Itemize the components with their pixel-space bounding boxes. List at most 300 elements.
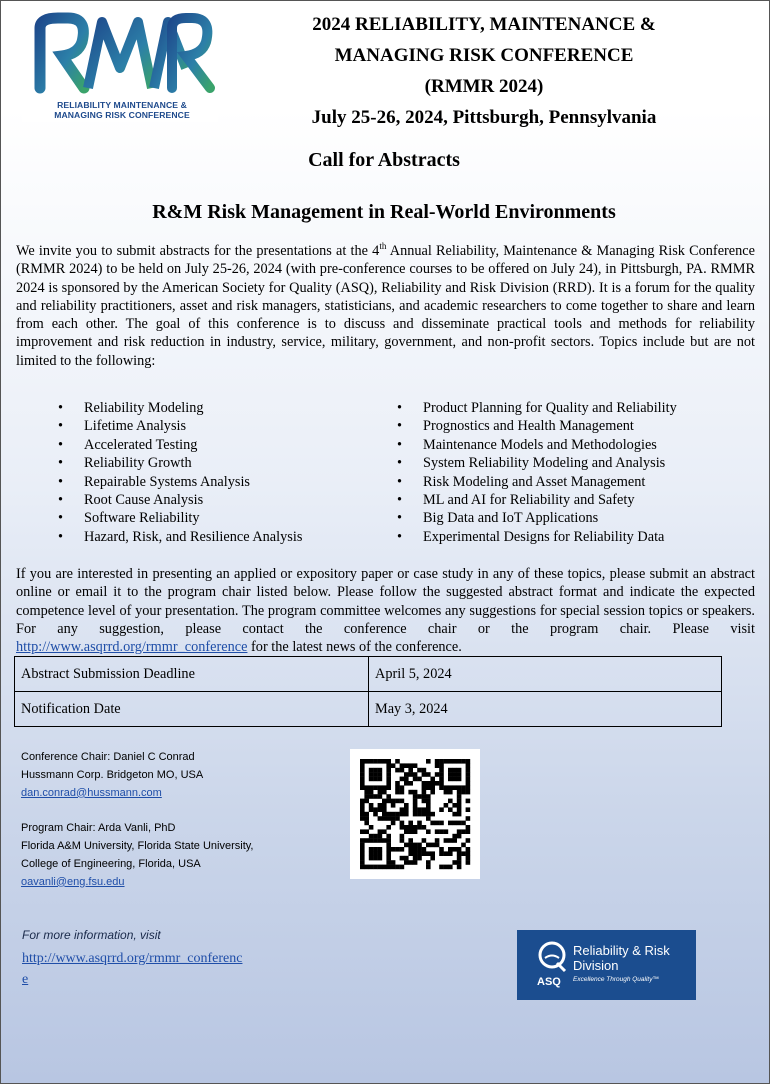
table-row <box>15 657 722 692</box>
qr-module <box>426 865 431 870</box>
qr-module <box>457 768 462 773</box>
qr-module <box>435 781 440 786</box>
qr-module <box>395 812 400 817</box>
qr-module <box>360 812 365 817</box>
qr-module <box>391 821 396 826</box>
more-info-link[interactable]: http://www.asqrrd.org/rmmr_conference <box>22 951 243 987</box>
topic-item: • ML and AI for Reliability and Safety <box>397 491 677 509</box>
intro-text: We invite you to submit abstracts for the presentations at the 4 <box>16 243 380 259</box>
division-name-line: Reliability & Risk <box>573 943 670 958</box>
qr-module <box>466 851 471 856</box>
qr-module <box>400 856 405 861</box>
qr-module <box>378 777 383 782</box>
qr-module <box>413 851 418 856</box>
qr-module <box>413 843 418 848</box>
more-info-text: For more information, visit <box>22 928 161 942</box>
qr-module <box>413 856 418 861</box>
qr-module <box>404 781 409 786</box>
qr-module <box>422 794 427 799</box>
qr-module <box>364 790 369 795</box>
qr-module <box>430 851 435 856</box>
qr-module <box>413 807 418 812</box>
qr-module <box>364 759 369 764</box>
qr-module <box>400 763 405 768</box>
qr-module <box>422 807 427 812</box>
qr-module <box>382 799 387 804</box>
qr-module <box>400 821 405 826</box>
qr-module <box>452 772 457 777</box>
qr-module <box>417 843 422 848</box>
intro-text: Annual Reliability, Maintenance & Managing Risk Conference (RMMR 2024) to be held on July 25-26, 2024 (with pre-conference courses to be offered on July 24), in Pittsburgh, PA. RMMR 2024 is sponsored by the American Society for Quality (ASQ), Reliability and Risk Division (RRD). It is a forum for the quality and reliability practitioners, asset and risk managers, statisticians, and academic researchers to come together to share and learn from each other. The goal of this conference is to discuss and disseminate practical tools and methods for reliability improvement and risk reduction in industry, service, military, government, and non-profit sectors. Topics include but are not limited to the following: <box>16 243 755 369</box>
qr-module <box>466 829 471 834</box>
qr-module <box>435 821 440 826</box>
submission-paragraph <box>16 565 755 656</box>
topic-item: • Accelerated Testing <box>58 436 302 454</box>
qr-module <box>457 856 462 861</box>
qr-module <box>408 860 413 865</box>
header-line: (RMMR 2024) <box>424 76 544 97</box>
qr-module <box>413 777 418 782</box>
qr-module <box>391 803 396 808</box>
asq-wordmark: ASQ <box>537 976 561 988</box>
qr-module <box>466 856 471 861</box>
qr-module <box>400 838 405 843</box>
qr-module <box>408 847 413 852</box>
qr-module <box>430 785 435 790</box>
qr-module <box>378 759 383 764</box>
qr-module <box>408 790 413 795</box>
qr-module <box>439 772 444 777</box>
qr-module <box>457 807 462 812</box>
qr-module <box>466 799 471 804</box>
qr-module <box>435 843 440 848</box>
qr-module <box>378 865 383 870</box>
qr-module <box>466 860 471 865</box>
qr-module <box>466 790 471 795</box>
qr-module <box>457 794 462 799</box>
qr-module <box>373 812 378 817</box>
qr-module <box>417 825 422 830</box>
qr-module <box>395 865 400 870</box>
qr-module <box>457 785 462 790</box>
qr-module <box>466 772 471 777</box>
qr-module <box>461 759 466 764</box>
qr-module <box>466 807 471 812</box>
submission-text: If you are interested in presenting an applied or expository paper or case study in any of these topics, please submit an abstract online or email it to the program chair listed below. Please follow the suggested abstract format and indicate the expected competence level of your presentation. The program committee welcomes any suggestions for special session topics or speakers. For any suggestion, please contact the conference chair or the program chair. Please visit <box>16 566 755 637</box>
qr-module <box>466 785 471 790</box>
qr-module <box>466 816 471 821</box>
qr-module <box>360 843 365 848</box>
qr-module <box>426 860 431 865</box>
topic-item: • System Reliability Modeling and Analysis <box>397 454 677 472</box>
qr-module <box>373 768 378 773</box>
header-line: 2024 RELIABILITY, MAINTENANCE & <box>312 14 656 35</box>
topic-item: • Product Planning for Quality and Reliability <box>397 399 677 417</box>
qr-module <box>448 790 453 795</box>
qr-module <box>400 825 405 830</box>
qr-module <box>426 772 431 777</box>
qr-module <box>364 799 369 804</box>
rmmr-logo <box>22 10 218 122</box>
qr-module <box>400 768 405 773</box>
qr-module <box>439 865 444 870</box>
qr-module <box>422 812 427 817</box>
qr-module <box>373 834 378 839</box>
qr-module <box>378 851 383 856</box>
qr-module <box>382 785 387 790</box>
intro-paragraph <box>16 242 755 370</box>
qr-module <box>382 812 387 817</box>
qr-module <box>444 838 449 843</box>
qr-module <box>369 834 374 839</box>
qr-module <box>360 829 365 834</box>
deadline-date: April 5, 2024 <box>369 657 722 692</box>
qr-module <box>457 847 462 852</box>
qr-module <box>439 829 444 834</box>
qr-module <box>364 829 369 834</box>
qr-module <box>461 843 466 848</box>
qr-module <box>373 794 378 799</box>
qr-module <box>400 777 405 782</box>
qr-module <box>360 781 365 786</box>
qr-module <box>391 763 396 768</box>
topic-item: • Big Data and IoT Applications <box>397 509 677 527</box>
qr-module <box>452 759 457 764</box>
qr-module <box>386 865 391 870</box>
qr-module <box>382 759 387 764</box>
qr-module <box>439 759 444 764</box>
topic-item: • Maintenance Models and Methodologies <box>397 436 677 454</box>
qr-module <box>413 825 418 830</box>
qr-module <box>457 772 462 777</box>
qr-module <box>408 825 413 830</box>
qr-module <box>404 829 409 834</box>
qr-module <box>408 781 413 786</box>
logo-caption <box>28 100 216 120</box>
qr-module <box>466 777 471 782</box>
qr-module <box>360 807 365 812</box>
topic-item: • Prognostics and Health Management <box>397 417 677 435</box>
qr-module <box>457 865 462 870</box>
qr-module <box>369 794 374 799</box>
qr-module <box>400 812 405 817</box>
qr-module <box>369 772 374 777</box>
qr-code[interactable] <box>350 749 480 879</box>
qr-module <box>386 794 391 799</box>
qr-module <box>408 821 413 826</box>
qr-module <box>378 834 383 839</box>
qr-module <box>457 777 462 782</box>
qr-module <box>417 812 422 817</box>
qr-module <box>435 838 440 843</box>
qr-module <box>395 847 400 852</box>
qr-module <box>408 768 413 773</box>
qr-module <box>422 825 427 830</box>
qr-module <box>426 807 431 812</box>
qr-module <box>404 777 409 782</box>
qr-module <box>378 856 383 861</box>
topic-item: • Repairable Systems Analysis <box>58 473 302 491</box>
qr-module <box>364 865 369 870</box>
qr-module <box>417 856 422 861</box>
qr-module <box>426 843 431 848</box>
qr-module <box>404 856 409 861</box>
qr-module <box>369 803 374 808</box>
division-name-line: Division <box>573 958 619 973</box>
qr-module <box>444 865 449 870</box>
qr-module <box>386 799 391 804</box>
qr-module <box>386 812 391 817</box>
qr-module <box>386 777 391 782</box>
qr-module <box>408 851 413 856</box>
qr-code-graphic <box>350 749 480 879</box>
topic-item: • Reliability Modeling <box>58 399 302 417</box>
qr-module <box>430 856 435 861</box>
qr-module <box>391 865 396 870</box>
qr-module <box>448 865 453 870</box>
qr-module <box>422 851 427 856</box>
qr-module <box>413 799 418 804</box>
qr-module <box>391 847 396 852</box>
qr-module <box>422 772 427 777</box>
qr-module <box>448 821 453 826</box>
qr-module <box>413 803 418 808</box>
qr-module <box>408 829 413 834</box>
qr-module <box>360 851 365 856</box>
conference-website-link[interactable]: http://www.asqrrd.org/rmmr_conference <box>16 639 248 656</box>
topic-item: • Lifetime Analysis <box>58 417 302 435</box>
qr-module <box>413 790 418 795</box>
conference-chair-email-link[interactable]: dan.conrad@hussmann.com <box>21 786 162 799</box>
qr-module <box>426 829 431 834</box>
qr-module <box>413 772 418 777</box>
qr-module <box>444 790 449 795</box>
qr-module <box>386 834 391 839</box>
qr-module <box>373 772 378 777</box>
topics-list-left <box>58 399 302 546</box>
qr-module <box>378 785 383 790</box>
qr-module <box>386 785 391 790</box>
qr-module <box>373 785 378 790</box>
qr-module <box>439 821 444 826</box>
qr-module <box>452 821 457 826</box>
qr-module <box>373 807 378 812</box>
qr-module <box>417 777 422 782</box>
qr-module <box>466 768 471 773</box>
qr-module <box>413 794 418 799</box>
qr-module <box>378 829 383 834</box>
qr-module <box>400 865 405 870</box>
qr-module <box>452 777 457 782</box>
qr-module <box>373 847 378 852</box>
qr-module <box>426 816 431 821</box>
qr-module <box>395 785 400 790</box>
asq-tagline: Excellence Through Quality™ <box>573 976 659 983</box>
qr-module <box>435 759 440 764</box>
qr-module <box>417 794 422 799</box>
conference-chair-name: Conference Chair: Daniel C Conrad <box>21 751 195 763</box>
qr-module <box>369 768 374 773</box>
qr-module <box>430 812 435 817</box>
qr-module <box>448 768 453 773</box>
qr-module <box>378 803 383 808</box>
qr-module <box>382 829 387 834</box>
qr-module <box>422 838 427 843</box>
qr-module <box>360 860 365 865</box>
qr-module <box>426 799 431 804</box>
qr-module <box>369 807 374 812</box>
qr-module <box>452 785 457 790</box>
qr-module <box>400 834 405 839</box>
call-for-abstracts-title: Call for Abstracts <box>308 149 460 171</box>
qr-module <box>369 865 374 870</box>
deadline-label: Notification Date <box>15 692 369 727</box>
qr-module <box>448 772 453 777</box>
qr-module <box>391 860 396 865</box>
qr-module <box>422 768 427 773</box>
qr-module <box>413 763 418 768</box>
header-line: MANAGING RISK CONFERENCE <box>334 45 634 66</box>
qr-module <box>466 838 471 843</box>
qr-module <box>439 763 444 768</box>
qr-module <box>422 799 427 804</box>
qr-module <box>417 768 422 773</box>
qr-module <box>360 865 365 870</box>
qr-module <box>448 759 453 764</box>
qr-module <box>360 785 365 790</box>
qr-module <box>466 781 471 786</box>
qr-module <box>369 825 374 830</box>
qr-module <box>417 807 422 812</box>
qr-module <box>391 799 396 804</box>
topic-item: • Experimental Designs for Reliability Data <box>397 528 677 546</box>
qr-module <box>448 847 453 852</box>
division-name <box>573 943 670 973</box>
qr-module <box>430 777 435 782</box>
qr-module <box>386 816 391 821</box>
qr-module <box>466 763 471 768</box>
qr-module <box>400 790 405 795</box>
qr-module <box>426 759 431 764</box>
qr-module <box>448 851 453 856</box>
qr-module <box>439 807 444 812</box>
submission-text: for the latest news of the conference. <box>247 639 462 656</box>
qr-module <box>386 856 391 861</box>
qr-module <box>364 838 369 843</box>
deadlines-table <box>14 656 722 727</box>
qr-module <box>439 768 444 773</box>
qr-module <box>404 772 409 777</box>
qr-module <box>378 790 383 795</box>
qr-module <box>426 851 431 856</box>
qr-module <box>457 860 462 865</box>
qr-module <box>400 799 405 804</box>
qr-module <box>457 803 462 808</box>
qr-module <box>391 816 396 821</box>
qr-module <box>444 785 449 790</box>
qr-module <box>395 768 400 773</box>
qr-module <box>369 856 374 861</box>
qr-module <box>360 838 365 843</box>
qr-module <box>364 812 369 817</box>
qr-module <box>400 847 405 852</box>
conference-chair-affiliation: Hussmann Corp. Bridgeton MO, USA <box>21 768 204 781</box>
qr-module <box>408 772 413 777</box>
qr-module <box>373 851 378 856</box>
qr-module <box>382 838 387 843</box>
qr-module <box>439 777 444 782</box>
topic-item: • Root Cause Analysis <box>58 491 302 509</box>
qr-module <box>395 759 400 764</box>
qr-module <box>395 781 400 786</box>
qr-module <box>422 785 427 790</box>
qr-module <box>448 807 453 812</box>
deadline-date: May 3, 2024 <box>369 692 722 727</box>
qr-module <box>364 785 369 790</box>
qr-module <box>391 812 396 817</box>
qr-module <box>360 763 365 768</box>
qr-module <box>408 763 413 768</box>
qr-module <box>426 785 431 790</box>
qr-module <box>417 821 422 826</box>
qr-module <box>369 777 374 782</box>
qr-module <box>452 834 457 839</box>
qr-module <box>466 759 471 764</box>
qr-module <box>360 759 365 764</box>
qr-module <box>422 790 427 795</box>
qr-module <box>404 803 409 808</box>
qr-module <box>452 803 457 808</box>
qr-module <box>461 821 466 826</box>
qr-module <box>373 856 378 861</box>
qr-module <box>373 838 378 843</box>
qr-module <box>360 803 365 808</box>
qr-module <box>457 834 462 839</box>
qr-module <box>386 768 391 773</box>
qr-module <box>466 825 471 830</box>
asq-division-badge <box>517 930 696 1000</box>
qr-module <box>400 785 405 790</box>
qr-module <box>386 847 391 852</box>
qr-module <box>435 829 440 834</box>
qr-module <box>404 763 409 768</box>
qr-module <box>404 812 409 817</box>
qr-module <box>408 843 413 848</box>
qr-module <box>373 777 378 782</box>
qr-module <box>439 785 444 790</box>
qr-module <box>378 794 383 799</box>
asq-logo-icon <box>535 939 575 979</box>
qr-module <box>369 838 374 843</box>
qr-module <box>413 829 418 834</box>
qr-module <box>378 847 383 852</box>
program-chair-email-link[interactable]: oavanli@eng.fsu.edu <box>21 875 125 888</box>
header-date-location: July 25-26, 2024, Pittsburgh, Pennsylvania <box>311 107 657 128</box>
qr-module <box>452 838 457 843</box>
qr-module <box>386 772 391 777</box>
program-chair-affiliation: Florida A&M University, Florida State University, <box>21 839 254 852</box>
qr-module <box>417 847 422 852</box>
topic-item: • Software Reliability <box>58 509 302 527</box>
qr-module <box>452 812 457 817</box>
qr-module <box>369 851 374 856</box>
qr-module <box>439 847 444 852</box>
qr-module <box>426 812 431 817</box>
qr-module <box>439 851 444 856</box>
qr-module <box>417 851 422 856</box>
qr-module <box>452 768 457 773</box>
qr-module <box>360 856 365 861</box>
